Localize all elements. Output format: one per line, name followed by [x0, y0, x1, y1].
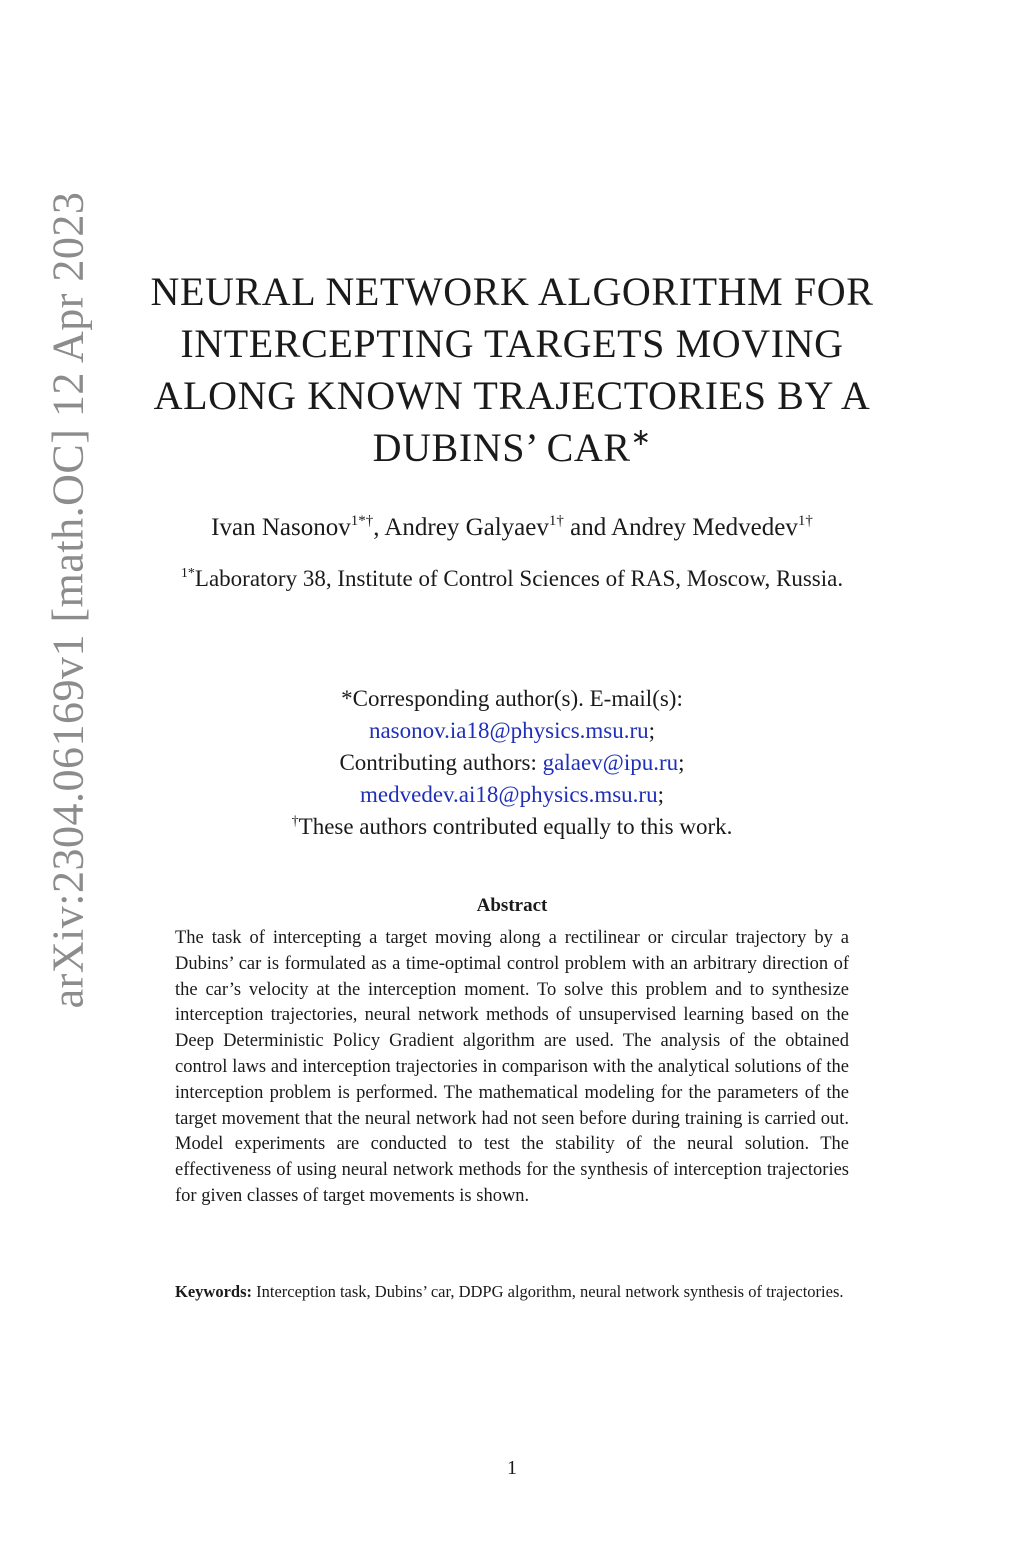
author-marks: 1† — [797, 513, 813, 529]
arxiv-identifier-stamp: arXiv:2304.06169v1 [math.OC] 12 Apr 2023 — [43, 191, 93, 1009]
abstract-heading: Abstract — [476, 895, 548, 916]
author-list — [100, 514, 924, 542]
keywords — [175, 1281, 849, 1303]
paper-title — [140, 266, 884, 474]
affiliation-text: Laboratory 38, Institute of Control Sciences of RAS, Moscow, Russia. — [194, 566, 844, 591]
author-name: Ivan Nasonov — [211, 514, 351, 541]
equal-contribution-text: These authors contributed equally to this work. — [298, 814, 733, 839]
keywords-label: Keywords: — [175, 1282, 252, 1301]
author-marks: 1*† — [350, 513, 374, 529]
affiliation-mark: 1* — [180, 566, 195, 581]
equal-contribution-note — [160, 811, 864, 843]
author-separator: and — [563, 514, 612, 541]
contributing-email-link[interactable]: medvedev.ai18@physics.msu.ru — [360, 782, 658, 807]
contributing-label: Contributing authors: — [339, 750, 537, 775]
corresponding-label: *Corresponding author(s). E-mail(s): — [341, 686, 683, 711]
author-separator: , — [373, 514, 385, 541]
contributing-authors-line — [160, 747, 864, 779]
corresponding-email-line — [160, 715, 864, 747]
paper-title-text: NEURAL NETWORK ALGORITHM FOR INTERCEPTING TARGETS MOVING ALONG KNOWN TRAJECTORIES BY A DUBINS’ CAR — [150, 269, 874, 470]
dagger-mark: † — [291, 814, 299, 829]
contributing-email-link[interactable]: galaev@ipu.ru — [542, 750, 679, 775]
corresponding-email-link[interactable]: nasonov.ia18@physics.msu.ru — [368, 718, 649, 743]
email-separator: ; — [648, 718, 656, 743]
page-number: 1 — [507, 1457, 517, 1479]
abstract-text: The task of intercepting a target moving along a rectilinear or circular trajectory by a Dubins’ car is formulated as a time-optimal control problem with an arbitrary direction of the car’s velocity at the interception moment. To solve this problem and to synthesize interception trajectories, neural network methods of unsupervised learning based on the Deep Deterministic Policy Gradient algorithm are used. The analysis of the obtained control laws and interception trajectories in comparison with the analytical solutions of the interception problem is performed. The mathematical modeling for the parameters of the target movement that the neural network had not seen before during training is carried out. Model experiments are conducted to test the stability of the neural solution. The effectiveness of using neural network methods for the synthesis of interception trajectories for given classes of target movements is shown. — [175, 928, 849, 1206]
email-separator: ; — [678, 750, 685, 775]
author-name: Andrey Medvedev — [611, 514, 798, 541]
affiliation — [150, 563, 874, 595]
corresponding-author-line — [160, 683, 864, 715]
author-name: Andrey Galyaev — [384, 514, 549, 541]
keywords-text: Interception task, Dubins’ car, DDPG algorithm, neural network synthesis of trajectories. — [256, 1282, 844, 1301]
email-separator: ; — [657, 782, 664, 807]
title-footnote-mark: ∗ — [630, 425, 652, 451]
contact-block — [160, 683, 864, 843]
contributing-email-line — [160, 779, 864, 811]
author-marks: 1† — [548, 513, 564, 529]
